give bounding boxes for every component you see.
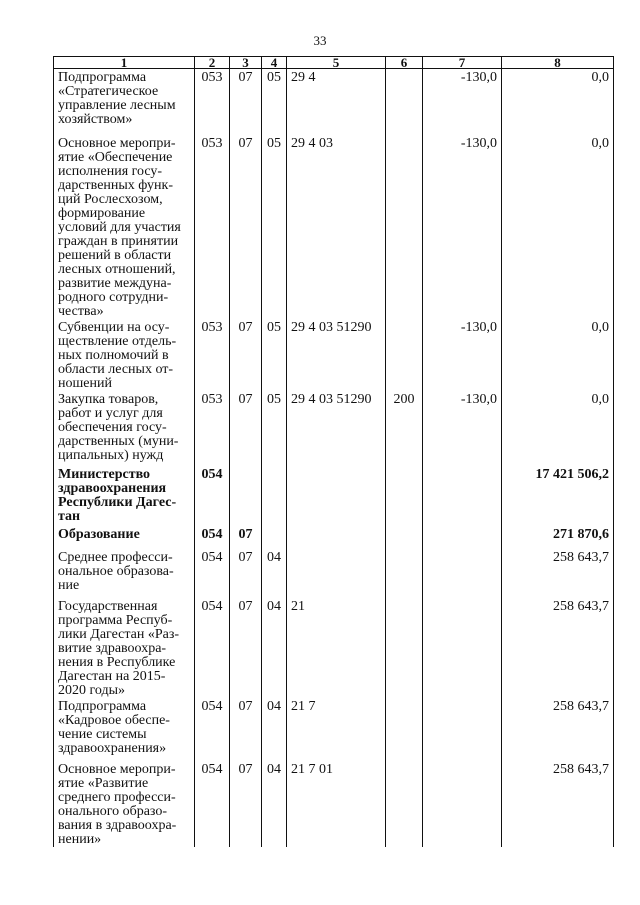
row-name-line: дарственных (муни- bbox=[58, 433, 179, 449]
row-name-line: обеспечения госу- bbox=[58, 419, 167, 435]
total-amount-cell: 0,0 bbox=[502, 135, 614, 319]
target-article-code-cell: 21 7 01 bbox=[287, 761, 386, 847]
row-name-line: развитие междуна- bbox=[58, 275, 172, 291]
section-code-cell: 07 bbox=[230, 391, 262, 466]
department-code-cell: 053 bbox=[195, 69, 230, 135]
change-amount-cell bbox=[423, 466, 502, 526]
department-code-cell: 054 bbox=[195, 549, 230, 598]
section-code-cell: 07 bbox=[230, 135, 262, 319]
row-name-cell bbox=[54, 391, 195, 466]
expense-type-code-cell bbox=[386, 761, 423, 847]
row-name-line: управление лесным bbox=[58, 98, 176, 113]
change-amount-cell bbox=[423, 526, 502, 549]
row-name-line: ществление отдель- bbox=[58, 333, 177, 349]
target-article-code-cell bbox=[287, 549, 386, 598]
row-name-line: «Кадровое обеспе- bbox=[58, 712, 170, 728]
table-row bbox=[54, 598, 614, 698]
expense-type-code-cell bbox=[386, 466, 423, 526]
table-row bbox=[54, 319, 614, 391]
department-code-cell: 053 bbox=[195, 319, 230, 391]
row-name-line: здравоохранения bbox=[58, 480, 167, 496]
header-col-2: 2 bbox=[195, 57, 230, 69]
row-name-line: Основное меропри- bbox=[58, 761, 176, 777]
row-name-cell bbox=[54, 69, 195, 135]
target-article-code-cell: 29 4 bbox=[287, 69, 386, 135]
row-name-line: Основное меропри- bbox=[58, 135, 176, 151]
row-name-line: витие здравоохра- bbox=[58, 640, 167, 656]
table-header-row bbox=[54, 57, 614, 69]
subsection-code-cell: 04 bbox=[262, 761, 287, 847]
expense-type-code-cell bbox=[386, 526, 423, 549]
target-article-code-cell: 29 4 03 51290 bbox=[287, 319, 386, 391]
change-amount-cell: -130,0 bbox=[423, 391, 502, 466]
row-name-line: решений в области bbox=[58, 247, 172, 263]
row-name-line: граждан в принятии bbox=[58, 233, 179, 249]
total-amount-cell: 258 643,7 bbox=[502, 549, 614, 598]
header-col-7: 7 bbox=[423, 57, 502, 69]
row-name-line: программа Респуб- bbox=[58, 612, 173, 628]
target-article-code-cell: 29 4 03 51290 bbox=[287, 391, 386, 466]
row-name-line: Образование bbox=[58, 526, 140, 542]
expense-type-code-cell bbox=[386, 319, 423, 391]
row-name-cell bbox=[54, 698, 195, 761]
header-col-4: 4 bbox=[262, 57, 287, 69]
row-name-line: ций Рослесхозом, bbox=[58, 191, 163, 207]
row-name-cell bbox=[54, 319, 195, 391]
header-col-8: 8 bbox=[502, 57, 614, 69]
row-name-line: ональное образова- bbox=[58, 563, 174, 579]
row-name-line: формирование bbox=[58, 205, 146, 221]
row-name-line: Подпрограмма bbox=[58, 698, 147, 714]
row-name-line: ние bbox=[58, 577, 80, 593]
row-name-line: «Стратегическое bbox=[58, 84, 159, 99]
department-code-cell: 054 bbox=[195, 598, 230, 698]
row-name-line: лики Дагестан «Раз- bbox=[58, 626, 180, 642]
change-amount-cell bbox=[423, 598, 502, 698]
row-name-line: нении» bbox=[58, 831, 102, 847]
total-amount-cell: 271 870,6 bbox=[502, 526, 614, 549]
department-code-cell: 054 bbox=[195, 698, 230, 761]
target-article-code-cell: 21 7 bbox=[287, 698, 386, 761]
total-amount-cell: 258 643,7 bbox=[502, 698, 614, 761]
table-row bbox=[54, 135, 614, 319]
row-name-cell bbox=[54, 598, 195, 698]
row-name-line: ношений bbox=[58, 375, 112, 391]
expense-type-code-cell: 200 bbox=[386, 391, 423, 466]
row-name-line: лесных отношений, bbox=[58, 261, 176, 277]
row-name-line: ных полномочий в bbox=[58, 347, 169, 363]
section-code-cell bbox=[230, 466, 262, 526]
department-code-cell: 054 bbox=[195, 466, 230, 526]
expense-type-code-cell bbox=[386, 549, 423, 598]
row-name-line: онального образо- bbox=[58, 803, 168, 819]
target-article-code-cell bbox=[287, 526, 386, 549]
total-amount-cell: 0,0 bbox=[502, 391, 614, 466]
department-code-cell: 053 bbox=[195, 135, 230, 319]
total-amount-cell: 258 643,7 bbox=[502, 598, 614, 698]
row-name-line: хозяйством» bbox=[58, 112, 133, 127]
table-row bbox=[54, 761, 614, 847]
header-col-6: 6 bbox=[386, 57, 423, 69]
row-name-line: вания в здравоохра- bbox=[58, 817, 177, 833]
row-name-line: Среднее професси- bbox=[58, 549, 173, 565]
row-name-line: условий для участия bbox=[58, 219, 181, 235]
row-name-line: дарственных функ- bbox=[58, 177, 173, 193]
row-name-line: нения в Республике bbox=[58, 654, 176, 670]
row-name-line: среднего професси- bbox=[58, 789, 176, 805]
table-row bbox=[54, 698, 614, 761]
change-amount-cell: -130,0 bbox=[423, 69, 502, 135]
row-name-line: Государственная bbox=[58, 598, 158, 614]
expense-type-code-cell bbox=[386, 598, 423, 698]
department-code-cell: 053 bbox=[195, 391, 230, 466]
section-code-cell: 07 bbox=[230, 761, 262, 847]
row-name-line: работ и услуг для bbox=[58, 405, 163, 421]
table-row bbox=[54, 549, 614, 598]
table-row bbox=[54, 69, 614, 135]
total-amount-cell: 258 643,7 bbox=[502, 761, 614, 847]
section-code-cell: 07 bbox=[230, 526, 262, 549]
section-code-cell: 07 bbox=[230, 698, 262, 761]
row-name-line: тан bbox=[58, 508, 81, 524]
row-name-line: родного сотрудни- bbox=[58, 289, 169, 305]
row-name-line: ятие «Обеспечение bbox=[58, 149, 173, 165]
table-row bbox=[54, 526, 614, 549]
budget-table bbox=[53, 56, 614, 847]
subsection-code-cell: 05 bbox=[262, 69, 287, 135]
row-name-cell bbox=[54, 135, 195, 319]
row-name-line: Закупка товаров, bbox=[58, 391, 159, 407]
row-name-line: области лесных от- bbox=[58, 361, 174, 377]
department-code-cell: 054 bbox=[195, 761, 230, 847]
row-name-cell bbox=[54, 466, 195, 526]
section-code-cell: 07 bbox=[230, 319, 262, 391]
total-amount-cell: 0,0 bbox=[502, 69, 614, 135]
subsection-code-cell: 05 bbox=[262, 135, 287, 319]
change-amount-cell bbox=[423, 698, 502, 761]
total-amount-cell: 0,0 bbox=[502, 319, 614, 391]
subsection-code-cell: 05 bbox=[262, 319, 287, 391]
subsection-code-cell bbox=[262, 526, 287, 549]
target-article-code-cell bbox=[287, 466, 386, 526]
subsection-code-cell: 04 bbox=[262, 598, 287, 698]
row-name-line: 2020 годы» bbox=[58, 682, 126, 698]
row-name-line: исполнения госу- bbox=[58, 163, 163, 179]
expense-type-code-cell bbox=[386, 135, 423, 319]
row-name-cell bbox=[54, 526, 195, 549]
table-row bbox=[54, 466, 614, 526]
change-amount-cell bbox=[423, 549, 502, 598]
section-code-cell: 07 bbox=[230, 69, 262, 135]
row-name-line: здравоохранения» bbox=[58, 740, 167, 756]
subsection-code-cell: 05 bbox=[262, 391, 287, 466]
row-name-line: ципальных) нужд bbox=[58, 447, 164, 463]
row-name-line: чение системы bbox=[58, 726, 147, 742]
change-amount-cell bbox=[423, 761, 502, 847]
row-name-cell bbox=[54, 549, 195, 598]
subsection-code-cell: 04 bbox=[262, 698, 287, 761]
expense-type-code-cell bbox=[386, 698, 423, 761]
row-name-line: Субвенции на осу- bbox=[58, 319, 170, 335]
change-amount-cell: -130,0 bbox=[423, 319, 502, 391]
expense-type-code-cell bbox=[386, 69, 423, 135]
subsection-code-cell bbox=[262, 466, 287, 526]
row-name-line: чества» bbox=[58, 303, 104, 319]
target-article-code-cell: 29 4 03 bbox=[287, 135, 386, 319]
department-code-cell: 054 bbox=[195, 526, 230, 549]
section-code-cell: 07 bbox=[230, 549, 262, 598]
section-code-cell: 07 bbox=[230, 598, 262, 698]
row-name-cell bbox=[54, 761, 195, 847]
table-row bbox=[54, 391, 614, 466]
header-col-1: 1 bbox=[54, 57, 195, 69]
table-body bbox=[54, 69, 614, 847]
row-name-line: ятие «Развитие bbox=[58, 775, 149, 791]
change-amount-cell: -130,0 bbox=[423, 135, 502, 319]
row-name-line: Подпрограмма bbox=[58, 70, 147, 85]
row-name-line: Министерство bbox=[58, 466, 151, 482]
target-article-code-cell: 21 bbox=[287, 598, 386, 698]
page-number: 33 bbox=[313, 33, 327, 48]
row-name-line: Дагестан на 2015- bbox=[58, 668, 166, 684]
header-col-5: 5 bbox=[287, 57, 386, 69]
subsection-code-cell: 04 bbox=[262, 549, 287, 598]
total-amount-cell: 17 421 506,2 bbox=[502, 466, 614, 526]
header-col-3: 3 bbox=[230, 57, 262, 69]
row-name-line: Республики Дагес- bbox=[58, 494, 177, 510]
